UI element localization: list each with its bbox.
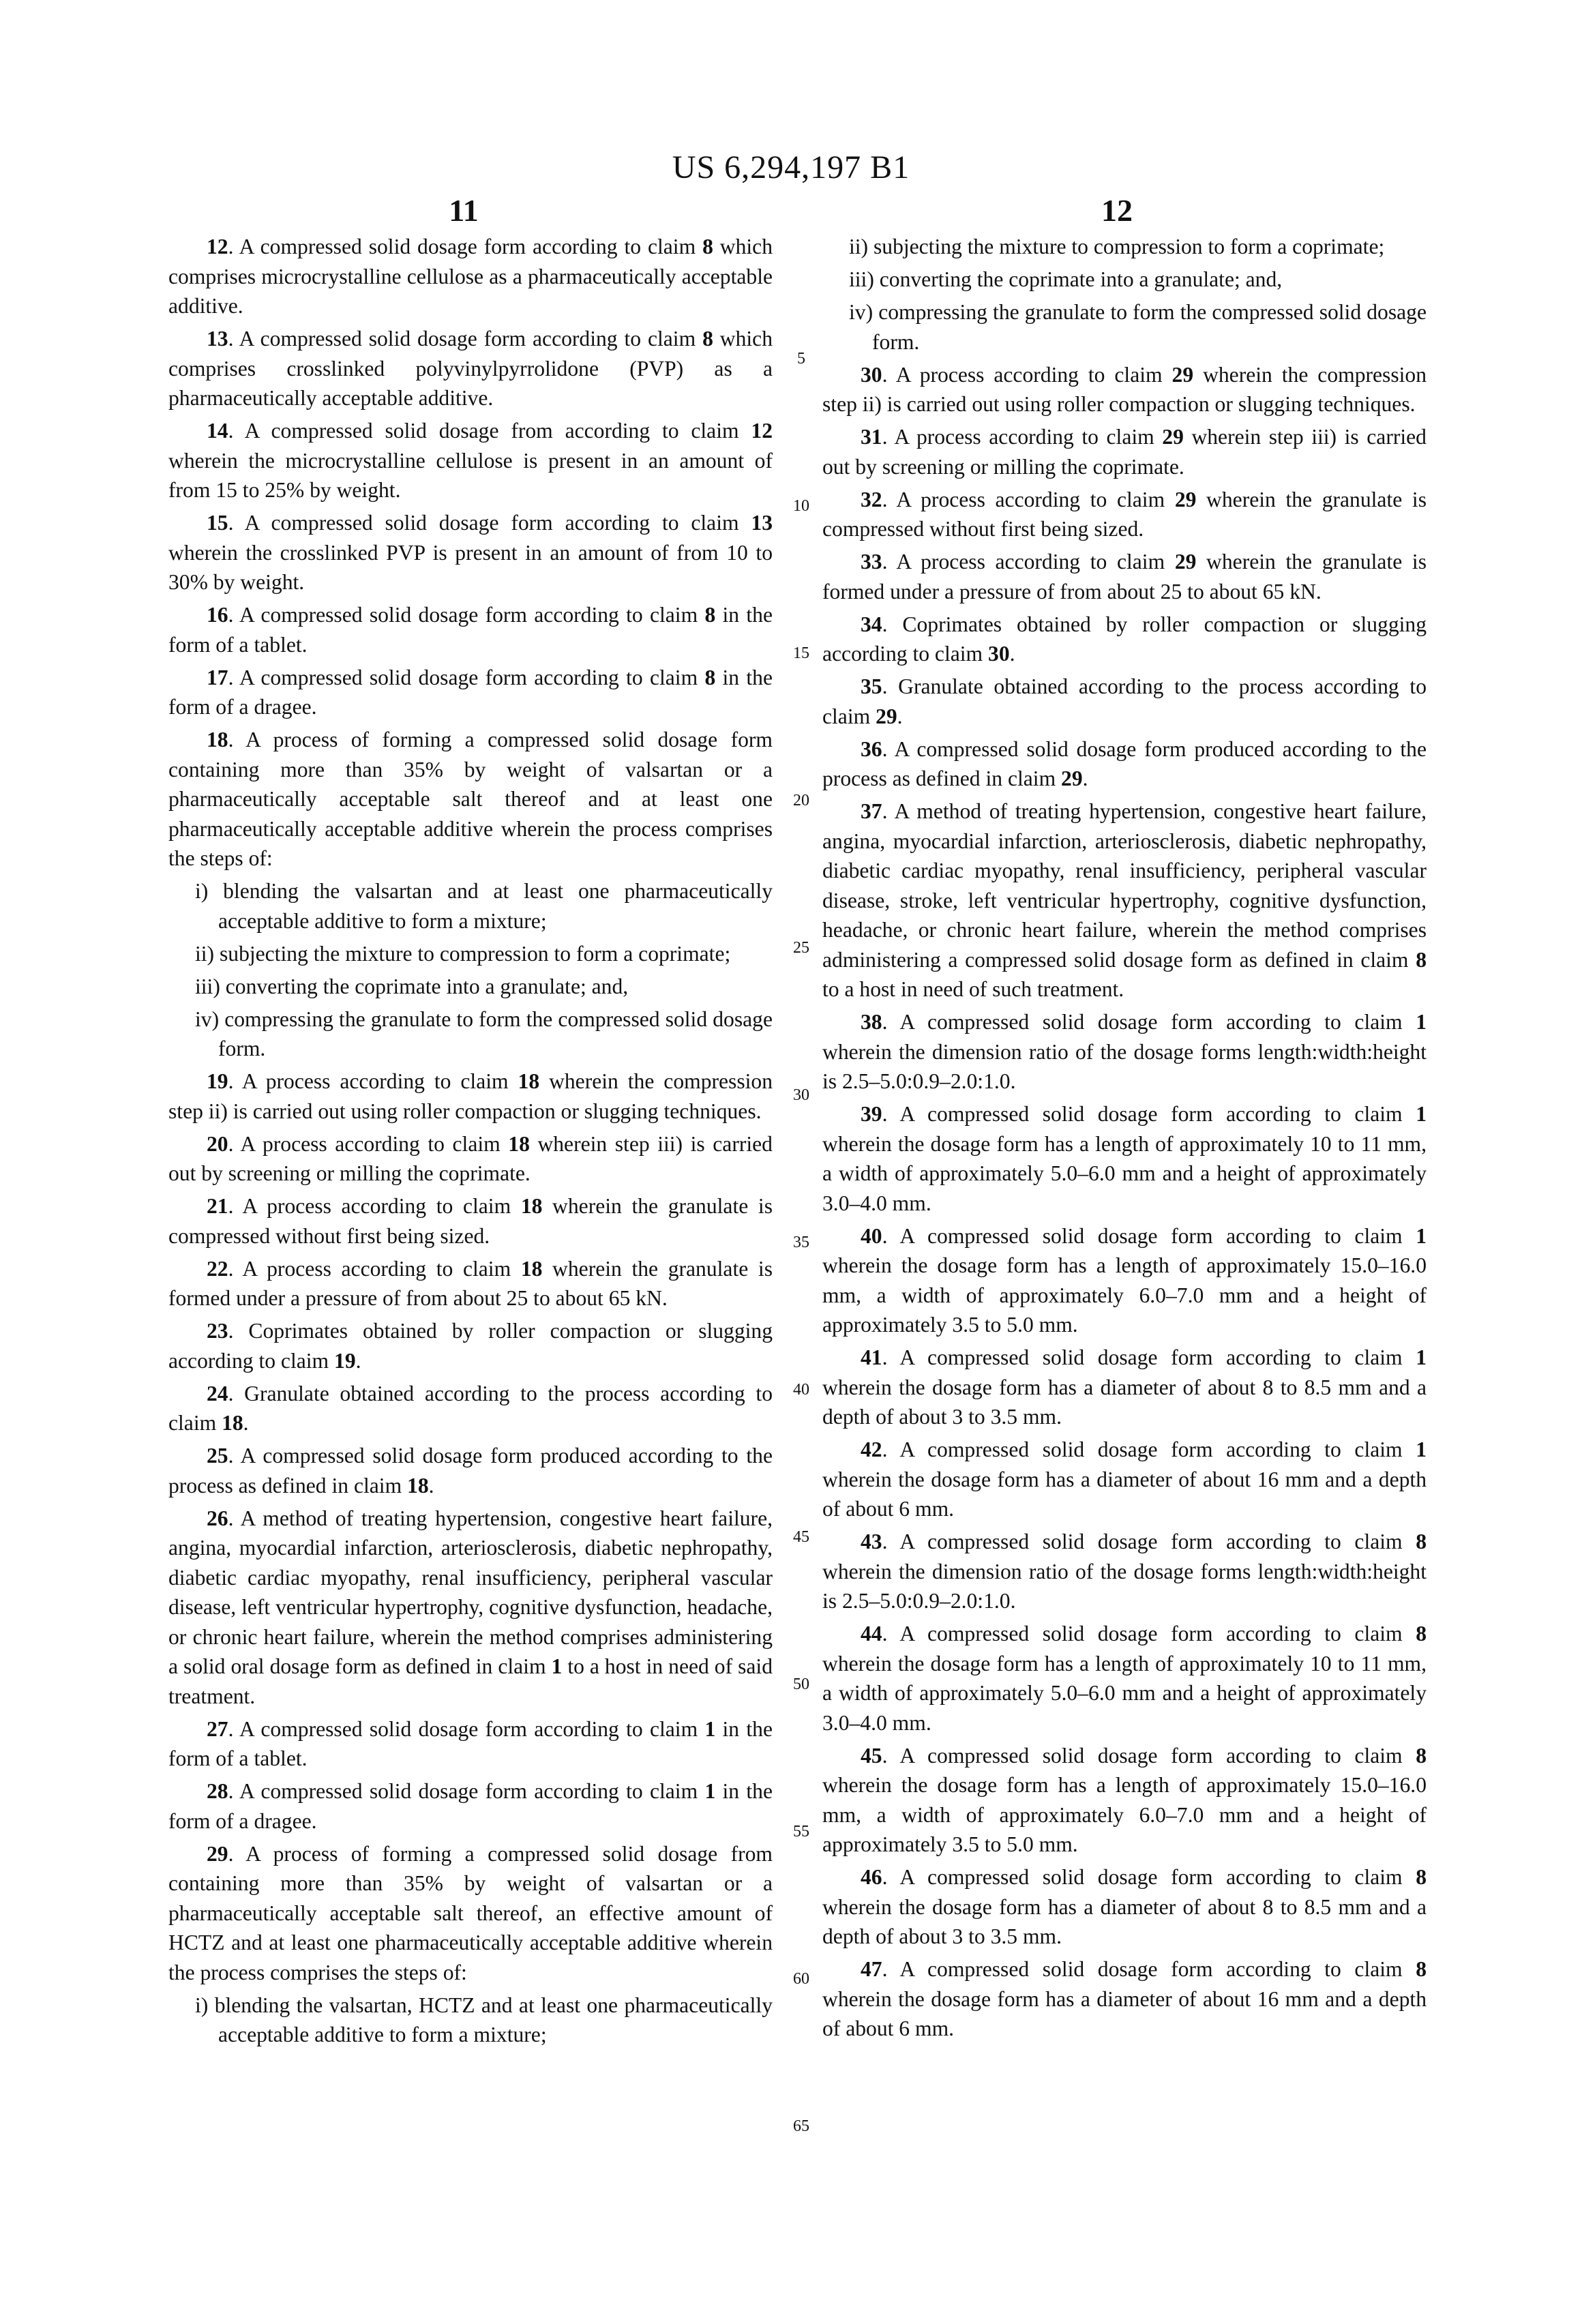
claim-text-continued: wherein the compression step ii) is carried out using roller compaction or slugging techniques. xyxy=(168,1069,773,1123)
line-number: 35 xyxy=(793,1234,809,1251)
claim-number: 14 xyxy=(207,419,228,443)
claim-number: 16 xyxy=(207,603,228,627)
claim-number: 40 xyxy=(861,1223,882,1248)
claim-reference: 19 xyxy=(334,1348,356,1373)
claim-text-continued: which comprises microcrystalline cellulose as a pharmaceutically acceptable additive. xyxy=(168,235,773,318)
claim-number: 15 xyxy=(207,511,228,535)
claim-text: . A compressed solid dosage form according to claim xyxy=(882,1743,1416,1768)
claim-number: 17 xyxy=(207,665,228,689)
claim-number: 20 xyxy=(207,1131,228,1156)
claim-paragraph xyxy=(168,508,773,597)
claim-number: 23 xyxy=(207,1319,228,1343)
claim-reference: 8 xyxy=(1416,1530,1427,1553)
claim-number: 25 xyxy=(207,1444,228,1468)
line-number: 65 xyxy=(793,2117,809,2135)
claim-text-continued: wherein the granulate is compressed without first being sized. xyxy=(168,1194,773,1248)
claim-reference: 18 xyxy=(222,1411,243,1435)
claim-paragraph xyxy=(822,1862,1427,1952)
claim-text: . A compressed solid dosage form according to claim xyxy=(228,511,751,535)
claim-paragraph xyxy=(822,796,1427,1004)
claim-text-continued: . xyxy=(355,1348,361,1373)
claim-text: . A compressed solid dosage form according to claim xyxy=(882,1957,1416,1981)
claim-paragraph xyxy=(822,1221,1427,1340)
claim-paragraph xyxy=(168,1776,773,1836)
claim-paragraph xyxy=(168,600,773,659)
claim-text: . Granulate obtained according to the process according to claim xyxy=(168,1381,773,1435)
claim-text: . A compressed solid dosage form according to claim xyxy=(882,1865,1416,1889)
claim-text-continued: wherein the dosage form has a length of approximately 10 to 11 mm, a width of approximately 5.0–6.0 mm and a height of approximately 3.0–4.0 mm. xyxy=(822,1131,1427,1215)
claim-text-continued: wherein the granulate is formed under a pressure of from about 25 to about 65 kN. xyxy=(168,1256,773,1310)
claim-reference: 1 xyxy=(551,1654,563,1678)
claim-number: 29 xyxy=(207,1841,228,1866)
claim-step: ii) subjecting the mixture to compression to form a coprimate; xyxy=(195,941,731,966)
claim-text: . A compressed solid dosage form produced according to the process as defined in claim xyxy=(822,736,1427,790)
right-page-number: 12 xyxy=(1101,193,1133,228)
claim-number: 37 xyxy=(861,799,882,823)
claim-text-continued: wherein the crosslinked PVP is present in an amount of from 10 to 30% by weight. xyxy=(168,540,773,594)
claim-text-continued: in the form of a tablet. xyxy=(168,1716,773,1770)
claim-step: iv) compressing the granulate to form the compressed solid dosage form. xyxy=(195,1007,773,1060)
claim-text: . A compressed solid dosage form produced according to the process as defined in claim xyxy=(168,1444,773,1498)
claim-paragraph xyxy=(822,1343,1427,1432)
claim-reference: 30 xyxy=(988,642,1010,666)
claim-text-continued: in the form of a tablet. xyxy=(168,603,773,657)
claim-number: 46 xyxy=(861,1865,882,1889)
claim-paragraph xyxy=(168,1839,773,1988)
claim-text: . A compressed solid dosage form according to claim xyxy=(882,1102,1416,1126)
claim-text-continued: wherein the dosage form has a length of approximately 15.0–16.0 mm, a width of approximately 6.0–7.0 mm and a height of approximately 3.5 to 5.0 mm. xyxy=(822,1253,1427,1337)
claim-text-continued: wherein the granulate is compressed without first being sized. xyxy=(822,487,1427,541)
claim-number: 24 xyxy=(207,1381,228,1405)
claim-reference: 12 xyxy=(751,419,773,443)
claim-number: 13 xyxy=(207,327,228,351)
claim-text-continued: . xyxy=(1082,766,1088,790)
claim-reference: 29 xyxy=(1061,766,1083,790)
claim-text-continued: wherein the dosage form has a diameter of about 8 to 8.5 mm and a depth of about 3 to 3.5 mm. xyxy=(822,1375,1427,1429)
claim-paragraph xyxy=(168,1316,773,1375)
claim-text: . A process according to claim xyxy=(228,1194,521,1218)
claim-number: 12 xyxy=(207,235,228,258)
claim-reference: 13 xyxy=(751,511,773,535)
claim-text: . A process according to claim xyxy=(882,550,1175,573)
claim-text: . Coprimates obtained by roller compaction or slugging according to claim xyxy=(168,1319,773,1373)
left-column xyxy=(168,232,773,2053)
claim-reference: 1 xyxy=(704,1716,716,1741)
left-page-number: 11 xyxy=(449,193,479,228)
claim-step: iii) converting the coprimate into a granulate; and, xyxy=(849,267,1283,291)
claim-reference: 8 xyxy=(1416,1865,1427,1889)
claim-text: . A compressed solid dosage form according to claim xyxy=(882,1345,1416,1369)
claim-reference: 29 xyxy=(1174,487,1197,511)
claim-text: . Coprimates obtained by roller compaction or slugging according to claim xyxy=(822,612,1427,666)
claim-number: 18 xyxy=(207,728,228,751)
claim-text: . A compressed solid dosage form according to claim xyxy=(882,1010,1416,1034)
claim-paragraph xyxy=(822,1527,1427,1616)
claim-text: . A compressed solid dosage form according to claim xyxy=(882,1622,1416,1645)
claim-number: 21 xyxy=(207,1194,228,1218)
claim-reference: 18 xyxy=(508,1131,530,1156)
claim-reference: 8 xyxy=(1416,1743,1427,1768)
claim-text: . A process according to claim xyxy=(882,425,1163,449)
line-number: 30 xyxy=(793,1086,809,1104)
claim-paragraph xyxy=(822,485,1427,544)
line-number: 45 xyxy=(793,1528,809,1546)
claim-paragraph xyxy=(822,1435,1427,1524)
claim-reference: 8 xyxy=(1416,947,1427,972)
claim-text-continued: wherein the dosage form has a diameter of about 16 mm and a depth of about 6 mm. xyxy=(822,1467,1427,1521)
claim-text: . A method of treating hypertension, congestive heart failure, angina, myocardial infarction, arteriosclerosis, diabetic nephropathy, diabetic cardiac myopathy, renal insufficiency, peripheral vascular disease, left ventricular hypertrophy, cognitive dysfunction, headache, or chronic heart failure, wherein the method comprises administering a solid oral dosage form as defined in claim xyxy=(168,1506,773,1678)
claim-text: . A compressed solid dosage from according to claim xyxy=(228,419,751,443)
claim-step: i) blending the valsartan and at least one pharmaceutically acceptable additive to form a mixture; xyxy=(195,879,773,933)
claim-step: i) blending the valsartan, HCTZ and at least one pharmaceutically acceptable additive to form a mixture; xyxy=(195,1993,773,2046)
claim-text: . A compressed solid dosage form according to claim xyxy=(228,327,703,351)
claim-number: 32 xyxy=(861,487,882,511)
claim-text: . A process of forming a compressed solid dosage form containing more than 35% by weight of valsartan or a pharmaceutically acceptable salt thereof and at least one pharmaceutically acceptable additive wherein the process comprises the steps of: xyxy=(168,728,773,870)
claim-number: 28 xyxy=(207,1779,228,1803)
claim-number: 30 xyxy=(861,362,882,387)
claim-text-continued: to a host in need of said treatment. xyxy=(168,1654,773,1708)
claim-reference: 18 xyxy=(407,1473,429,1498)
claim-text-continued: wherein the compression step ii) is carried out using roller compaction or slugging techniques. xyxy=(822,362,1427,416)
claim-text-continued: wherein the dosage form has a length of approximately 15.0–16.0 mm, a width of approximately 6.0–7.0 mm and a height of approximately 3.5 to 5.0 mm. xyxy=(822,1773,1427,1856)
claim-text: . A process according to claim xyxy=(882,487,1175,511)
claim-reference: 18 xyxy=(520,1256,543,1281)
claim-number: 27 xyxy=(207,1716,228,1741)
line-number: 40 xyxy=(793,1381,809,1399)
claim-paragraph xyxy=(168,1191,773,1251)
claim-text: . A compressed solid dosage form according to claim xyxy=(228,665,705,689)
claim-text-continued: to a host in need of such treatment. xyxy=(822,977,1124,1001)
claim-reference: 8 xyxy=(1416,1622,1427,1645)
claim-text-continued: wherein step iii) is carried out by screening or milling the coprimate. xyxy=(822,425,1427,479)
claim-reference: 29 xyxy=(876,704,897,728)
claim-paragraph xyxy=(168,1067,773,1126)
claim-text: . A compressed solid dosage form according to claim xyxy=(882,1530,1416,1553)
claim-number: 41 xyxy=(861,1345,882,1369)
claim-text-continued: wherein the dosage form has a length of approximately 10 to 11 mm, a width of approximately 5.0–6.0 mm and a height of approximately 3.0–4.0 mm. xyxy=(822,1651,1427,1735)
claim-step: ii) subjecting the mixture to compression to form a coprimate; xyxy=(849,235,1385,258)
claim-text: . A process of forming a compressed solid dosage from containing more than 35% by weight of valsartan or a pharmaceutically acceptable salt thereof, an effective amount of HCTZ and at least one pharmaceutically acceptable additive wherein the process comprises the steps of: xyxy=(168,1841,773,1984)
claim-reference: 29 xyxy=(1171,362,1194,387)
claim-text-continued: wherein the microcrystalline cellulose is present in an amount of from 15 to 25% by weight. xyxy=(168,448,773,502)
claim-paragraph xyxy=(822,1099,1427,1218)
claim-text-continued: which comprises crosslinked polyvinylpyrrolidone (PVP) as a pharmaceutically acceptable additive. xyxy=(168,327,773,410)
claim-number: 36 xyxy=(861,736,882,761)
claim-reference: 1 xyxy=(704,1779,716,1803)
patent-number: US 6,294,197 B1 xyxy=(672,149,910,185)
claim-text: . A compressed solid dosage form according to claim xyxy=(228,235,703,258)
claim-paragraph xyxy=(822,360,1427,419)
claim-text-continued: wherein the granulate is formed under a pressure of from about 25 to about 65 kN. xyxy=(822,550,1427,604)
claim-reference: 18 xyxy=(520,1194,543,1218)
claim-text: . A process according to claim xyxy=(228,1256,521,1281)
claim-reference: 29 xyxy=(1162,425,1184,449)
claim-number: 44 xyxy=(861,1622,882,1645)
claim-text: . A compressed solid dosage form according to claim xyxy=(228,603,705,627)
claim-reference: 8 xyxy=(1416,1957,1427,1981)
claim-number: 35 xyxy=(861,674,882,698)
claim-text-continued: wherein the dimension ratio of the dosage forms length:width:height is 2.5–5.0:0.9–2.0:1.0. xyxy=(822,1559,1427,1613)
claim-number: 31 xyxy=(861,425,882,449)
claim-step: iv) compressing the granulate to form the compressed solid dosage form. xyxy=(849,300,1427,354)
claim-paragraph xyxy=(168,663,773,722)
claim-paragraph xyxy=(168,416,773,505)
claim-reference: 1 xyxy=(1416,1102,1427,1126)
line-number: 25 xyxy=(793,939,809,957)
claim-paragraph xyxy=(168,1504,773,1712)
line-number: 5 xyxy=(797,350,805,368)
claim-number: 33 xyxy=(861,550,882,573)
claim-text-continued: . xyxy=(243,1411,249,1435)
claim-text: . A compressed solid dosage form according to claim xyxy=(228,1779,705,1803)
claim-paragraph xyxy=(822,1619,1427,1738)
claim-reference: 29 xyxy=(1174,550,1197,573)
claim-text-continued: wherein the dosage form has a diameter of about 8 to 8.5 mm and a depth of about 3 to 3.5 mm. xyxy=(822,1894,1427,1948)
claim-number: 22 xyxy=(207,1256,228,1281)
line-number: 50 xyxy=(793,1675,809,1693)
claim-paragraph xyxy=(822,422,1427,481)
claim-paragraph xyxy=(822,1007,1427,1097)
claim-paragraph xyxy=(168,1379,773,1438)
claim-paragraph xyxy=(168,1714,773,1774)
claim-number: 38 xyxy=(861,1010,882,1034)
claim-paragraph xyxy=(822,547,1427,606)
line-number: 60 xyxy=(793,1970,809,1988)
claim-number: 26 xyxy=(207,1506,228,1530)
claim-step: iii) converting the coprimate into a granulate; and, xyxy=(195,974,629,998)
claim-paragraph xyxy=(822,1741,1427,1860)
claim-text: . A method of treating hypertension, congestive heart failure, angina, myocardial infarction, arteriosclerosis, diabetic nephropathy, diabetic cardiac myopathy, renal insufficiency, peripheral vascular disease, stroke, left ventricular hypertrophy, cognitive dysfunction, headache, or chronic heart failure, wherein the method comprises administering a compressed solid dosage form as defined in claim xyxy=(822,799,1427,972)
claim-paragraph xyxy=(168,1441,773,1500)
claim-reference: 1 xyxy=(1416,1223,1427,1248)
claim-text: . A compressed solid dosage form according to claim xyxy=(882,1437,1416,1461)
claim-paragraph xyxy=(822,610,1427,669)
claim-text-continued: . xyxy=(1009,642,1015,666)
claim-text-continued: . xyxy=(428,1473,434,1498)
claim-paragraph xyxy=(168,1129,773,1189)
claim-number: 19 xyxy=(207,1069,228,1093)
claim-paragraph xyxy=(168,232,773,321)
claim-number: 34 xyxy=(861,612,882,636)
claim-reference: 8 xyxy=(704,603,716,627)
claim-text: . A process according to claim xyxy=(228,1069,518,1093)
claim-text-continued: wherein step iii) is carried out by screening or milling the coprimate. xyxy=(168,1131,773,1185)
claim-reference: 1 xyxy=(1416,1010,1427,1034)
line-number: 10 xyxy=(793,497,809,515)
claim-text-continued: in the form of a dragee. xyxy=(168,1779,773,1833)
claim-reference: 1 xyxy=(1416,1437,1427,1461)
claim-text: . A compressed solid dosage form according to claim xyxy=(882,1223,1416,1248)
right-column xyxy=(822,232,1427,2046)
line-number: 55 xyxy=(793,1823,809,1841)
claim-text: . A process according to claim xyxy=(882,362,1172,387)
claim-text-continued: in the form of a dragee. xyxy=(168,665,773,719)
claim-paragraph xyxy=(168,1254,773,1313)
claim-paragraph xyxy=(822,672,1427,731)
claim-number: 43 xyxy=(861,1530,882,1553)
claim-text: . A compressed solid dosage form according to claim xyxy=(228,1716,705,1741)
claim-text-continued: wherein the dosage form has a diameter of about 16 mm and a depth of about 6 mm. xyxy=(822,1986,1427,2040)
claim-paragraph xyxy=(168,725,773,874)
claim-reference: 1 xyxy=(1416,1345,1427,1369)
claim-text-continued: . xyxy=(897,704,903,728)
claim-paragraph xyxy=(822,1954,1427,2044)
claim-reference: 8 xyxy=(704,665,716,689)
claim-number: 45 xyxy=(861,1743,882,1768)
claim-number: 47 xyxy=(861,1957,882,1981)
claim-text: . Granulate obtained according to the process according to claim xyxy=(822,674,1427,728)
claim-paragraph xyxy=(822,734,1427,794)
claim-paragraph xyxy=(168,324,773,413)
claim-number: 39 xyxy=(861,1102,882,1126)
claim-number: 42 xyxy=(861,1437,882,1461)
line-number: 15 xyxy=(793,644,809,662)
line-number: 20 xyxy=(793,792,809,809)
claim-reference: 8 xyxy=(702,327,713,351)
claim-text-continued: wherein the dimension ratio of the dosage forms length:width:height is 2.5–5.0:0.9–2.0:1.0. xyxy=(822,1039,1427,1093)
claim-reference: 8 xyxy=(702,235,713,258)
claim-reference: 18 xyxy=(518,1069,540,1093)
claim-text: . A process according to claim xyxy=(228,1131,509,1156)
